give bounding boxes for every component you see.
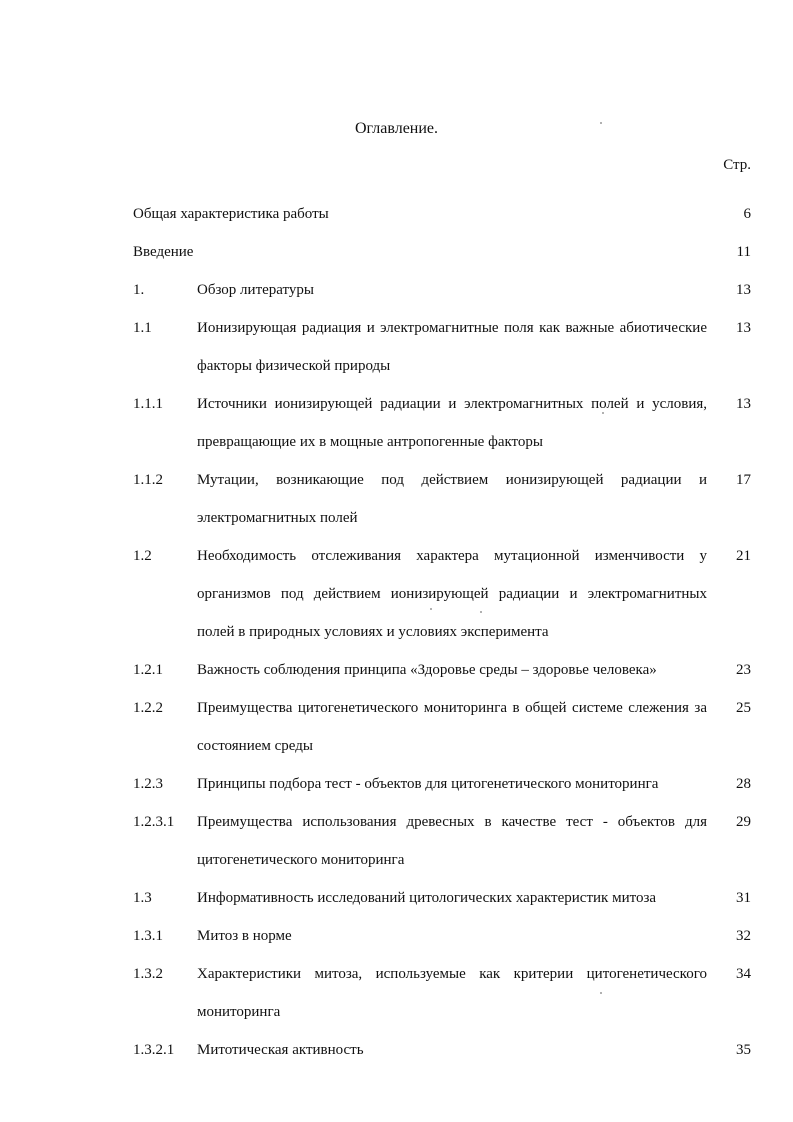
- toc-entry: [133, 917, 751, 955]
- toc-entry-page: 28: [736, 776, 751, 792]
- toc-entry-title: Преимущества использования древесных в качестве тест - объектов для цитогенетического мониторинга: [197, 814, 707, 868]
- toc-entry-number: 1.2.3.1: [133, 814, 175, 830]
- toc-entry-number: 1.3.2.1: [133, 1042, 175, 1058]
- toc-entry-number: 1.2.3: [133, 776, 163, 792]
- scan-speck: [600, 992, 602, 994]
- toc-entry-title: Общая характеристика работы: [133, 206, 329, 222]
- scan-speck: [480, 611, 482, 613]
- toc-entry: [133, 803, 751, 879]
- scan-speck: [600, 122, 602, 124]
- toc-entry: [133, 765, 751, 803]
- toc-entry-page: 17: [736, 472, 751, 488]
- toc-entry-page: 11: [736, 244, 751, 260]
- toc-entry-title: Информативность исследований цитологических характеристик митоза: [197, 890, 657, 906]
- toc-entry-page: 13: [736, 282, 751, 298]
- toc-entry-number: 1.3.2: [133, 966, 163, 982]
- toc-entry-page: 29: [736, 814, 751, 830]
- toc-entry-number: 1.3.1: [133, 928, 163, 944]
- toc-entry-title: Преимущества цитогенетического мониторинга в общей системе слежения за состоянием среды: [197, 700, 707, 754]
- toc-entry: [133, 955, 751, 1031]
- toc-entry: [133, 195, 751, 233]
- toc-entry-page: 13: [736, 396, 751, 412]
- toc-entry-title: Принципы подбора тест - объектов для цитогенетического мониторинга: [197, 776, 659, 792]
- document-title: Оглавление.: [354, 120, 439, 137]
- toc-entry-title: Обзор литературы: [197, 282, 314, 298]
- page-column-label: Стр.: [723, 157, 751, 173]
- toc-entry: [133, 651, 751, 689]
- toc-entry-page: 31: [736, 890, 751, 906]
- toc-entry-title: Ионизирующая радиация и электромагнитные поля как важные абиотические факторы физической природы: [197, 320, 707, 374]
- toc-entry-page: 23: [736, 662, 751, 678]
- toc-entry: [133, 537, 751, 651]
- toc-entry-number: 1.3: [133, 890, 152, 906]
- toc-entry: [133, 689, 751, 765]
- toc-entry-number: 1.2.1: [133, 662, 163, 678]
- toc-entry: [133, 271, 751, 309]
- toc-entry-number: 1.2.2: [133, 700, 163, 716]
- toc-entry-page: 34: [736, 966, 751, 982]
- toc-entry-page: 32: [736, 928, 751, 944]
- toc-entry-page: 21: [736, 548, 751, 564]
- toc-entry-page: 13: [736, 320, 751, 336]
- toc-entry-title: Важность соблюдения принципа «Здоровье среды – здоровье человека»: [197, 662, 657, 678]
- toc-entry-number: 1.1.2: [133, 472, 163, 488]
- toc-entry: [133, 1031, 751, 1069]
- toc-entry-number: 1.1.1: [133, 396, 163, 412]
- toc-entry-number: 1.: [133, 282, 145, 298]
- scan-speck: [602, 412, 604, 414]
- toc-entry-title: Митоз в норме: [197, 928, 292, 944]
- toc-entry: [133, 385, 751, 461]
- toc-entry-number: 1.2: [133, 548, 152, 564]
- toc-entry: [133, 879, 751, 917]
- toc-entry-number: 1.1: [133, 320, 152, 336]
- scan-speck: [430, 608, 432, 610]
- toc-entry-title: Источники ионизирующей радиации и электромагнитных полей и условия, превращающие их в мощные антропогенные факторы: [197, 396, 707, 450]
- toc-entry-title: Введение: [133, 244, 194, 260]
- toc-entry: [133, 233, 751, 271]
- toc-entry: [133, 461, 751, 537]
- table-of-contents: [133, 195, 751, 1069]
- toc-entry-title: Характеристики митоза, используемые как критерии цитогенетического мониторинга: [197, 966, 707, 1020]
- toc-entry-title: Митотическая активность: [197, 1042, 364, 1058]
- toc-entry-page: 25: [736, 700, 751, 716]
- toc-entry-page: 6: [743, 206, 751, 222]
- toc-entry-page: 35: [736, 1042, 751, 1058]
- toc-entry-title: Необходимость отслеживания характера мутационной изменчивости у организмов под действием ионизирующей радиации и электромагнитных полей в природных условиях и условиях эксперимента: [197, 548, 707, 640]
- toc-entry-title: Мутации, возникающие под действием ионизирующей радиации и электромагнитных полей: [197, 472, 707, 526]
- toc-entry: [133, 309, 751, 385]
